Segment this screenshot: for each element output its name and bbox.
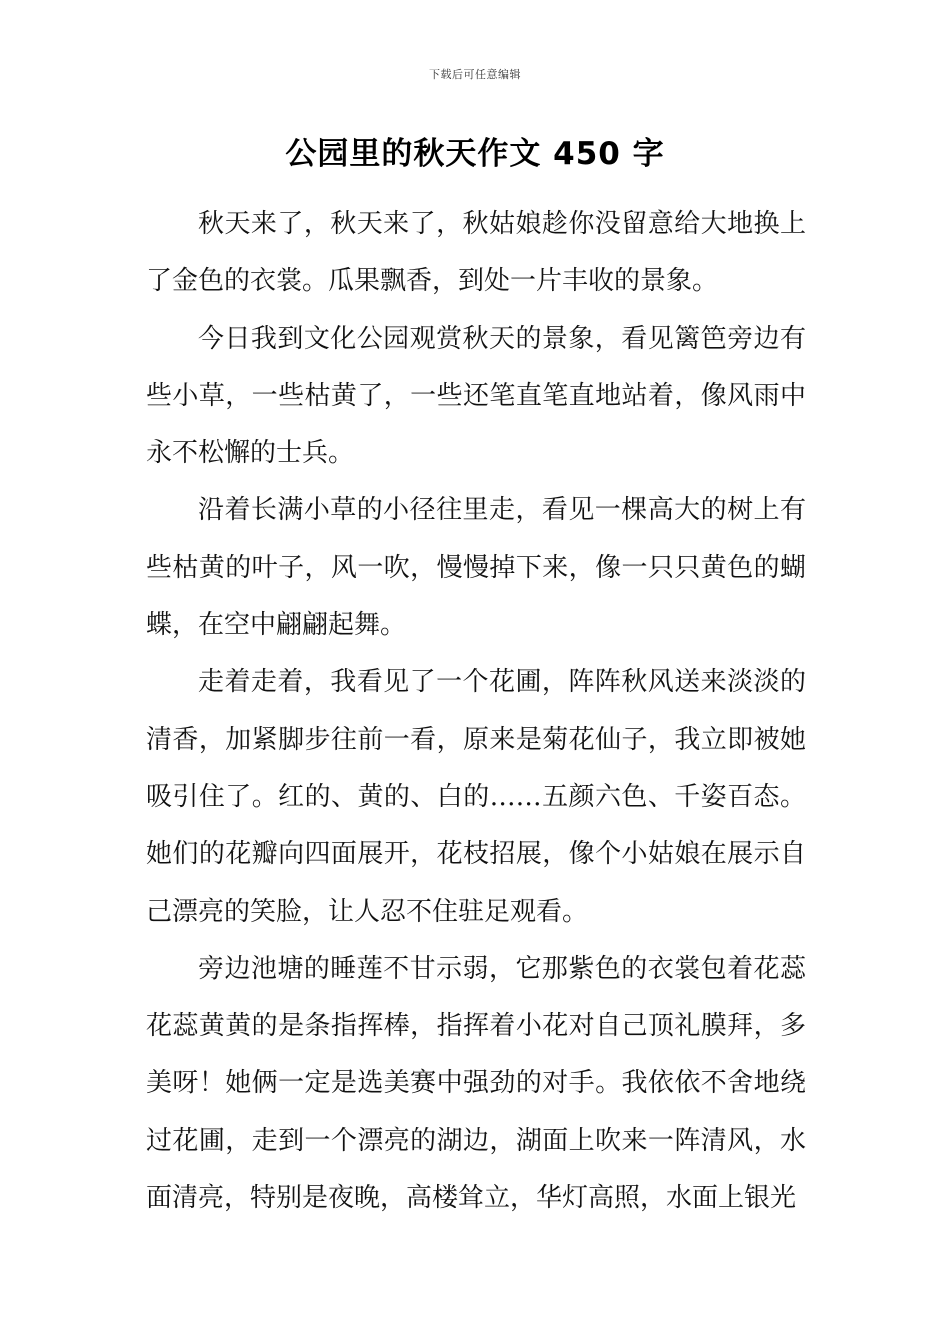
paragraph-5: 旁边池塘的睡莲不甘示弱，它那紫色的衣裳包着花蕊花蕊黄黄的是条指挥棒，指挥着小花对自己顶礼膜拜，多美呀！她俩一定是选美赛中强劲的对手。我依依不舍地绕过花圃，走到一个漂亮的湖边，湖面上吹来一阵清风，水面清亮，特别是夜晚，高楼耸立，华灯高照，水面上银光 [146,953,806,1214]
header-note: 下载后可任意编辑 [429,68,521,81]
essay-body [146,196,806,1227]
page-title: 公园里的秋天作文 450 字 [285,136,665,172]
paragraph-1: 秋天来了，秋天来了，秋姑娘趁你没留意给大地换上了金色的衣裳。瓜果飘香，到处一片丰收的景象。 [146,209,806,297]
paragraph-3: 沿着长满小草的小径往里走，看见一棵高大的树上有些枯黄的叶子，风一吹，慢慢掉下来，像一只只黄色的蝴蝶，在空中翩翩起舞。 [146,495,806,641]
paragraph-4: 走着走着，我看见了一个花圃，阵阵秋风送来淡淡的清香，加紧脚步往前一看，原来是菊花仙子，我立即被她吸引住了。红的、黄的、白的……五颜六色、千姿百态。她们的花瓣向四面展开，花枝招展，像个小姑娘在展示自己漂亮的笑脸，让人忍不住驻足观看。 [146,667,806,927]
paragraph-2: 今日我到文化公园观赏秋天的景象，看见篱笆旁边有些小草，一些枯黄了，一些还笔直笔直地站着，像风雨中永不松懈的士兵。 [146,323,806,469]
